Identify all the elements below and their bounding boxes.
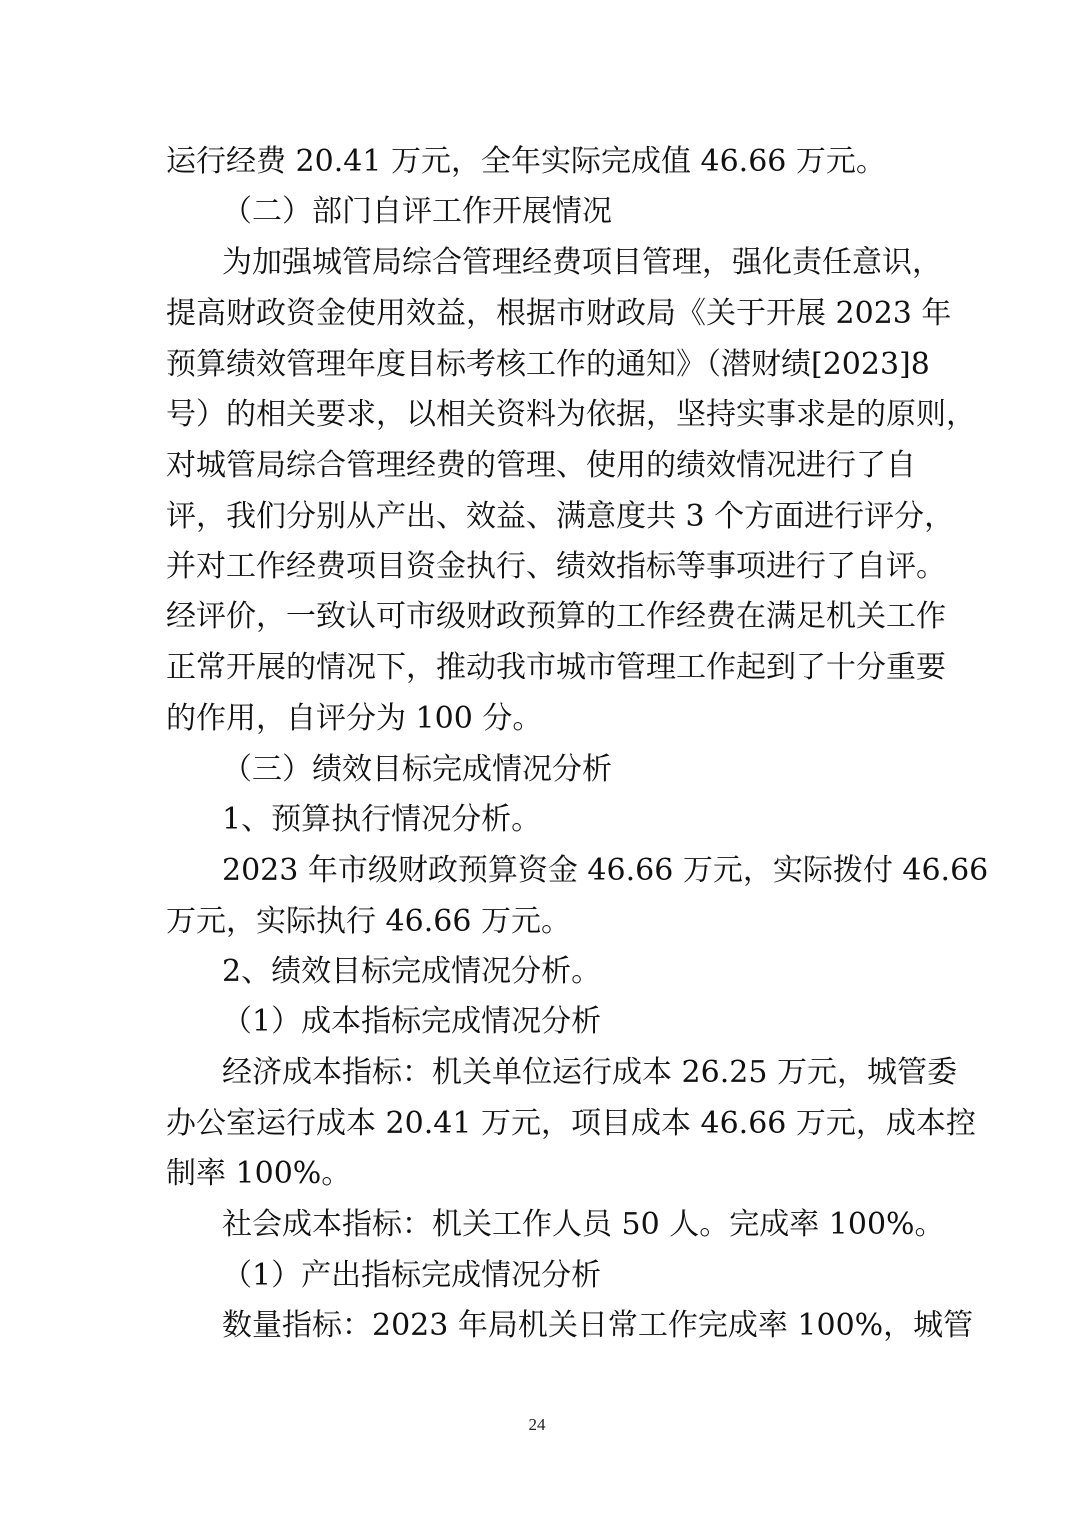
text-line: 2023 年市级财政预算资金 46.66 万元，实际拨付 46.66 <box>222 853 989 888</box>
text-line: 经济成本指标：机关单位运行成本 26.25 万元，城管委 <box>222 1055 957 1090</box>
text-line: 预算绩效管理年度目标考核工作的通知》（潜财绩[2023]8 <box>166 347 930 382</box>
section-heading: （二）部门自评工作开展情况 <box>222 194 612 229</box>
subsection-heading: 2、绩效目标完成情况分析。 <box>222 954 602 989</box>
text-line: 数量指标：2023 年局机关日常工作完成率 100%，城管 <box>222 1308 974 1343</box>
text-line: 评，我们分别从产出、效益、满意度共 3 个方面进行评分， <box>166 499 955 534</box>
text-line: 提高财政资金使用效益，根据市财政局《关于开展 2023 年 <box>166 296 952 331</box>
text-line: 并对工作经费项目资金执行、绩效指标等事项进行了自评。 <box>166 549 946 584</box>
text-line: 办公室运行成本 20.41 万元，项目成本 46.66 万元，成本控 <box>166 1106 976 1141</box>
subsection-heading: （1）成本指标完成情况分析 <box>222 1004 602 1039</box>
subsection-heading: （1）产出指标完成情况分析 <box>222 1258 602 1293</box>
page-number: 24 <box>528 1415 546 1434</box>
section-heading: （三）绩效目标完成情况分析 <box>222 752 612 787</box>
text-line: 的作用，自评分为 100 分。 <box>166 701 543 736</box>
text-line: 运行经费 20.41 万元，全年实际完成值 46.66 万元。 <box>166 144 886 179</box>
text-line: 号）的相关要求，以相关资料为依据，坚持实事求是的原则， <box>166 397 976 432</box>
subsection-heading: 1、预算执行情况分析。 <box>222 802 542 837</box>
text-line: 为加强城管局综合管理经费项目管理，强化责任意识， <box>222 245 942 280</box>
text-line: 万元，实际执行 46.66 万元。 <box>166 904 571 939</box>
text-line: 经评价，一致认可市级财政预算的工作经费在满足机关工作 <box>166 599 946 634</box>
text-line: 制率 100%。 <box>166 1156 352 1191</box>
text-line: 正常开展的情况下，推动我市城市管理工作起到了十分重要 <box>166 650 946 685</box>
text-line: 对城管局综合管理经费的管理、使用的绩效情况进行了自 <box>166 448 916 483</box>
text-line: 社会成本指标：机关工作人员 50 人。完成率 100%。 <box>222 1207 945 1242</box>
